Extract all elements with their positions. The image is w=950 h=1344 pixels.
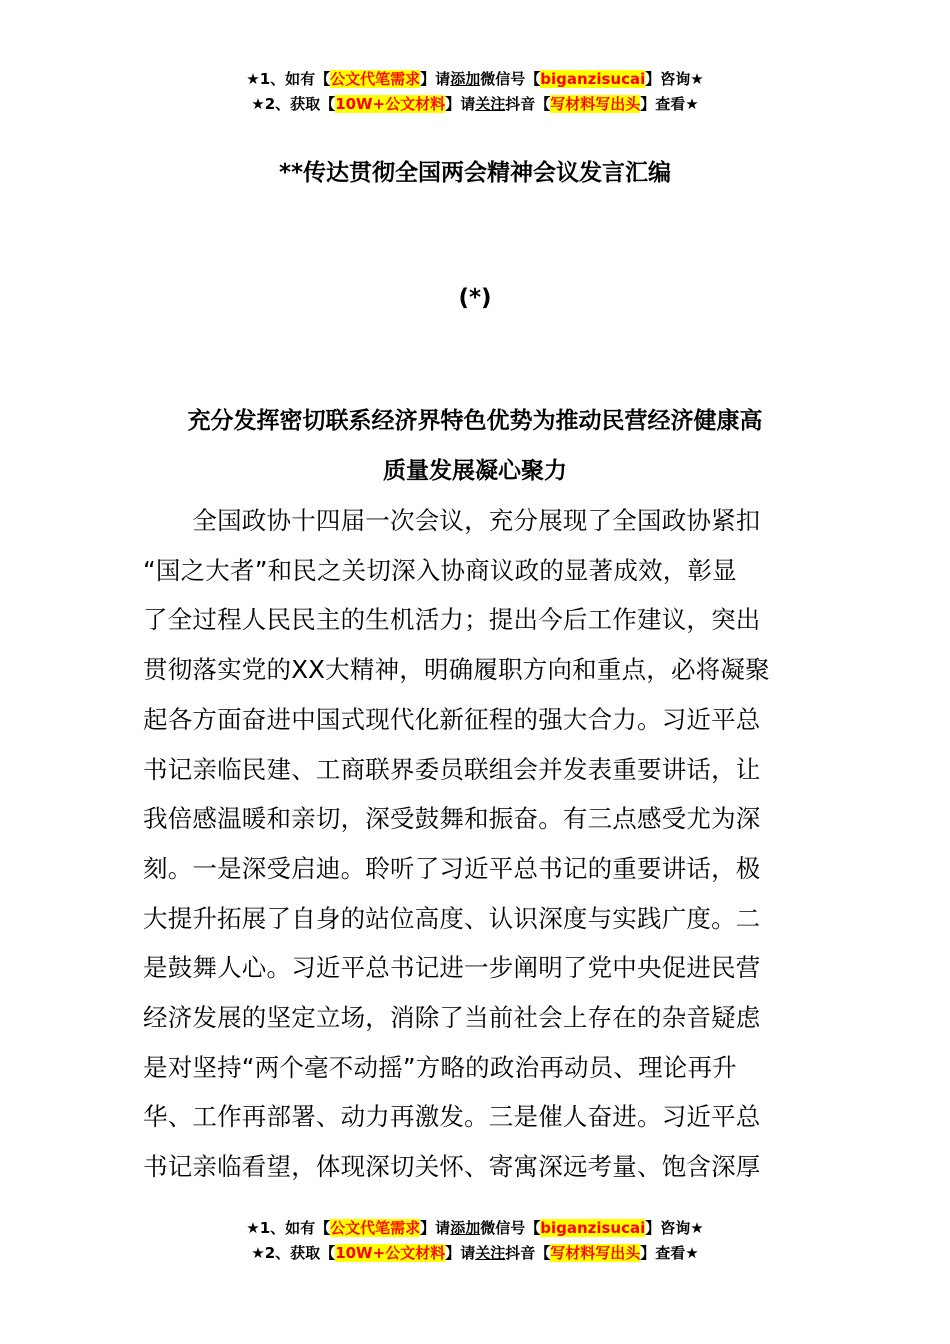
banner-text: ★1、如有【 (246, 1219, 331, 1237)
header-banner (0, 67, 950, 117)
banner-text: 微信号【 (480, 1219, 541, 1237)
section-mark: (*) (458, 285, 492, 311)
body-line: 经济发展的坚定立场，消除了当前社会上存在的杂音疑虑 (143, 1003, 761, 1033)
banner-highlight: 10W+公文材料 (335, 95, 446, 113)
banner-text: ★2、获取【 (251, 95, 336, 113)
banner-text: 】咨询★ (645, 1219, 704, 1237)
banner-highlight: 写材料写出头 (550, 1244, 641, 1262)
body-line: 华、工作再部署、动力再激发。三是催人奋进。习近平总 (143, 1102, 761, 1132)
body-line: 大提升拓展了自身的站位高度、认识深度与实践广度。二 (143, 903, 761, 933)
article-title-line-2: 质量发展凝心聚力 (383, 458, 567, 484)
banner-text: 】查看★ (640, 1244, 699, 1262)
banner-highlight: 写材料写出头 (550, 95, 641, 113)
banner-text: 抖音【 (505, 95, 551, 113)
footer-banner (0, 1216, 950, 1266)
banner-text: ★1、如有【 (246, 70, 331, 88)
body-line: “国之大者”和民之关切深入协商议政的显著成效，彰显 (143, 555, 737, 585)
banner-text: 】咨询★ (645, 70, 704, 88)
banner-highlight: 公文代笔需求 (330, 70, 421, 88)
banner-text: 微信号【 (480, 70, 541, 88)
body-line: 起各方面奋进中国式现代化新征程的强大合力。习近平总 (143, 704, 761, 734)
banner-line-2 (0, 92, 950, 117)
body-line: 我倍感温暖和亲切，深受鼓舞和振奋。有三点感受尤为深 (143, 804, 761, 834)
banner-text: 抖音【 (505, 1244, 551, 1262)
body-line: 了全过程人民民主的生机活力；提出今后工作建议，突出 (143, 605, 761, 635)
banner-text: 】请 (445, 1244, 476, 1262)
body-line: 书记亲临看望，体现深切关怀、寄寓深远考量、饱含深厚 (143, 1152, 761, 1182)
banner-underline: 添加 (450, 70, 481, 88)
body-paragraph (143, 496, 808, 1192)
body-line: 书记亲临民建、工商联界委员联组会并发表重要讲话，让 (143, 754, 761, 784)
banner-text: ★2、获取【 (251, 1244, 336, 1262)
article-title (140, 396, 810, 496)
body-line: 是鼓舞人心。习近平总书记进一步阐明了党中央促进民营 (143, 953, 761, 983)
banner-line-1 (0, 67, 950, 92)
article-title-line-1: 充分发挥密切联系经济界特色优势为推动民营经济健康高 (187, 408, 763, 434)
body-line: 是对坚持“两个毫不动摇”方略的政治再动员、理论再升 (143, 1052, 737, 1082)
body-line: 全国政协十四届一次会议，充分展现了全国政协紧扣 (143, 506, 761, 535)
banner-text: 】请 (420, 1219, 451, 1237)
banner-line-2 (0, 1241, 950, 1266)
banner-highlight: biganzisucai (540, 70, 646, 88)
banner-underline: 添加 (450, 1219, 481, 1237)
banner-highlight: 公文代笔需求 (330, 1219, 421, 1237)
banner-highlight: 10W+公文材料 (335, 1244, 446, 1262)
banner-line-1 (0, 1216, 950, 1241)
document-title: **传达贯彻全国两会精神会议发言汇编 (278, 160, 672, 186)
banner-text: 】查看★ (640, 95, 699, 113)
banner-text: 】请 (420, 70, 451, 88)
banner-underline: 关注 (475, 1244, 506, 1262)
banner-underline: 关注 (475, 95, 506, 113)
banner-text: 】请 (445, 95, 476, 113)
banner-highlight: biganzisucai (540, 1219, 646, 1237)
body-line: 刻。一是深受启迪。聆听了习近平总书记的重要讲话，极 (143, 853, 761, 883)
body-line: 贯彻落实党的XX大精神，明确履职方向和重点，必将凝聚 (143, 655, 770, 685)
